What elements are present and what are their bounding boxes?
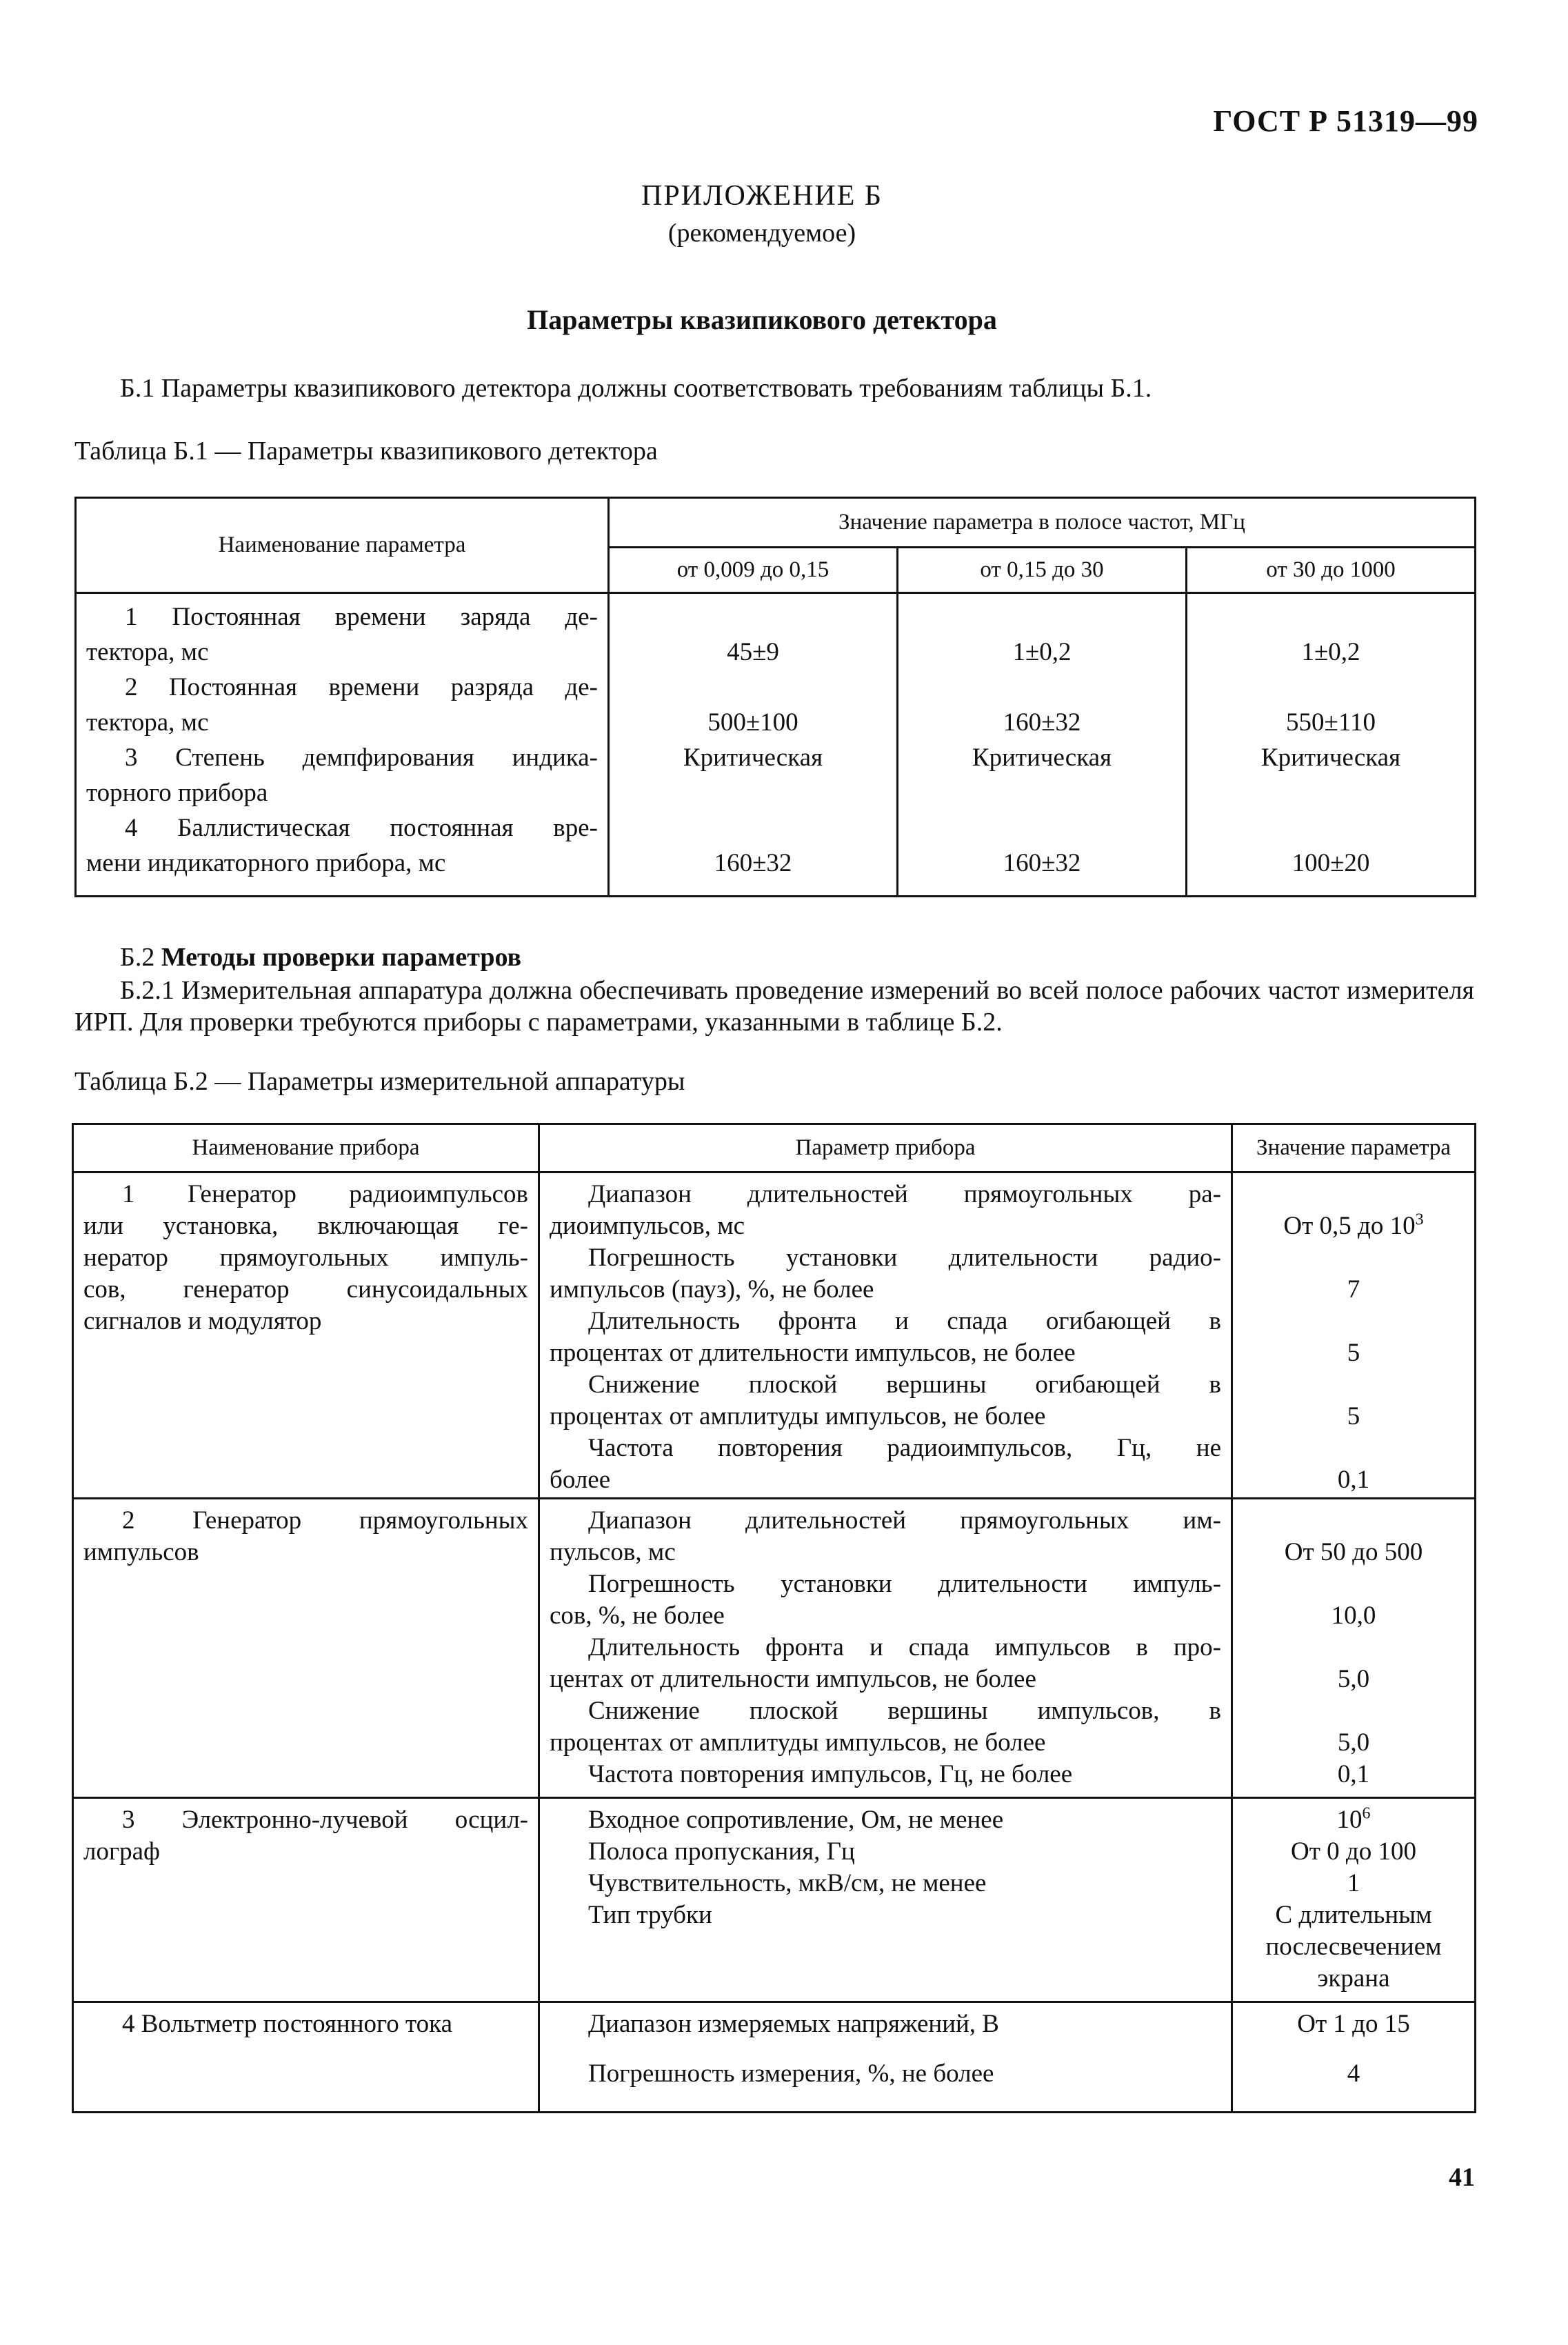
value-line xyxy=(1243,1804,1465,1836)
table1-value: Критическая xyxy=(1260,744,1401,772)
param-line: процентах от длительности импульсов, не более xyxy=(550,1339,1076,1367)
table2-header: Параметр прибора xyxy=(539,1124,1232,1172)
param-line: сов, %, не более xyxy=(550,1601,725,1630)
value-line: 5 xyxy=(1347,1402,1360,1430)
table2-caption: Таблица Б.2 — Параметры измерительной аппаратуры xyxy=(74,1067,685,1096)
table1-value xyxy=(619,670,887,705)
table2-header: Наименование прибора xyxy=(73,1124,539,1172)
table1-value: 1±0,2 xyxy=(1012,638,1072,666)
table1-band-header: от 0,009 до 0,15 xyxy=(609,548,898,593)
value-line: 1 xyxy=(1347,1869,1360,1897)
device-line: сов, генератор синусоидальных xyxy=(83,1275,528,1304)
value-line xyxy=(1243,1210,1465,1242)
param-line: пульсов, мс xyxy=(550,1538,676,1566)
table1-value: 500±100 xyxy=(707,708,798,737)
table1-value xyxy=(1197,599,1465,635)
table1-value xyxy=(908,775,1176,810)
value-text: 10 xyxy=(1336,1806,1363,1834)
table1-value: 550±110 xyxy=(1286,708,1376,737)
table1-param-line: мени индикаторного прибора, мс xyxy=(86,849,446,877)
value-line xyxy=(1243,1369,1465,1401)
param-line: Диапазон длительностей прямоугольных ра- xyxy=(588,1180,1221,1208)
param-cell xyxy=(540,2003,1231,2090)
param-line: Частота повторения радиоимпульсов, Гц, не xyxy=(588,1434,1221,1462)
device-cell xyxy=(74,1799,538,1868)
table1-param-line: торного прибора xyxy=(86,779,268,807)
param-line: Длительность фронта и спада импульсов в про- xyxy=(588,1633,1221,1662)
table1-band-group-header: Значение параметра в полосе частот, МГц xyxy=(609,498,1476,548)
table1-value xyxy=(1197,775,1465,810)
table1-param-line: тектора, мс xyxy=(86,638,209,666)
param-line: Чувствительность, мкВ/см, не менее xyxy=(588,1869,987,1897)
param-line: более xyxy=(550,1466,611,1494)
value-line: экрана xyxy=(1317,1964,1390,1993)
table1-value xyxy=(1197,810,1465,846)
methods-label: Б.2 xyxy=(120,943,155,972)
value-line: 5 xyxy=(1347,1339,1360,1367)
value-line xyxy=(1243,1433,1465,1464)
table1-value xyxy=(619,599,887,635)
param-spacer xyxy=(550,2040,1221,2058)
table-row xyxy=(73,1798,1476,2002)
table1-value xyxy=(908,599,1176,635)
value-cell xyxy=(1233,1173,1474,1496)
param-line: диоимпульсов, мс xyxy=(550,1212,745,1240)
table1-param-line: 4 Баллистическая постоянная вре- xyxy=(125,814,598,842)
value-line xyxy=(1243,1242,1465,1274)
value-cell xyxy=(1233,1799,1474,1995)
device-line: 4 Вольтметр постоянного тока xyxy=(122,2010,453,2038)
device-cell xyxy=(74,2003,538,2040)
value-line: От 0 до 100 xyxy=(1291,1837,1416,1866)
value-line: 0,1 xyxy=(1337,1760,1370,1788)
param-line: импульсов (пауз), %, не более xyxy=(550,1275,874,1304)
device-line: лограф xyxy=(83,1837,161,1866)
device-line: 1 Генератор радиоимпульсов xyxy=(122,1180,528,1208)
param-line: Снижение плоской вершины импульсов, в xyxy=(588,1697,1221,1725)
table1-value: Критическая xyxy=(683,744,823,772)
value-line: 4 xyxy=(1347,2059,1360,2088)
table1-value-cell xyxy=(898,594,1185,881)
document-code: ГОСТ Р 51319—99 xyxy=(1213,104,1478,138)
value-line xyxy=(1243,1632,1465,1664)
device-cell xyxy=(74,1173,538,1337)
page-number: 41 xyxy=(1449,2163,1475,2192)
table1-value: 160±32 xyxy=(714,849,792,877)
param-cell xyxy=(540,1173,1231,1496)
device-line: сигналов и модулятор xyxy=(83,1307,322,1335)
value-line: 7 xyxy=(1347,1275,1360,1304)
param-line: Полоса пропускания, Гц xyxy=(588,1837,855,1866)
param-cell xyxy=(540,1799,1231,1931)
table1-value: 45±9 xyxy=(727,638,779,666)
param-line: Входное сопротивление, Ом, не менее xyxy=(588,1806,1004,1834)
value-cell xyxy=(1233,2003,1474,2090)
table1-param-cell xyxy=(77,594,607,881)
value-line xyxy=(1243,1695,1465,1727)
table-b1 xyxy=(74,497,1476,897)
table-row xyxy=(73,2002,1476,2113)
table1-param-line: 2 Постоянная времени разряда де- xyxy=(125,673,598,701)
value-line xyxy=(1243,1505,1465,1537)
table1-value: 160±32 xyxy=(1003,708,1081,737)
table1-band-header: от 0,15 до 30 xyxy=(898,548,1187,593)
device-line: импульсов xyxy=(83,1538,199,1566)
value-line xyxy=(1243,1306,1465,1337)
param-line: Погрешность измерения, %, не более xyxy=(588,2059,994,2088)
table-row xyxy=(73,1172,1476,1499)
value-line: От 50 до 500 xyxy=(1284,1538,1423,1566)
table1-value xyxy=(908,810,1176,846)
table-b2 xyxy=(72,1123,1476,2113)
value-line: 5,0 xyxy=(1337,1665,1370,1693)
value-cell xyxy=(1233,1499,1474,1790)
value-line: 0,1 xyxy=(1337,1466,1370,1494)
table1-value xyxy=(908,670,1176,705)
methods-heading xyxy=(74,941,1474,973)
value-line xyxy=(1243,1179,1465,1210)
table1-value: 100±20 xyxy=(1291,849,1370,877)
value-line: 10,0 xyxy=(1331,1601,1376,1630)
param-line: центах от длительности импульсов, не более xyxy=(550,1665,1036,1693)
table1-value: 160±32 xyxy=(1003,849,1081,877)
section-heading: Параметры квазипикового детектора xyxy=(527,304,997,335)
value-line: послесвечением xyxy=(1265,1933,1442,1961)
table1-param-line: тектора, мс xyxy=(86,708,209,737)
intro-paragraph: Б.1 Параметры квазипикового детектора должны соответствовать требованиям таблицы Б.1. xyxy=(120,374,1152,403)
device-line: 2 Генератор прямоугольных xyxy=(122,1506,528,1535)
param-line: Погрешность установки длительности импуль- xyxy=(588,1570,1221,1598)
device-cell xyxy=(74,1499,538,1568)
device-line: или установка, включающая ге- xyxy=(83,1212,528,1240)
param-line: Частота повторения импульсов, Гц, не более xyxy=(588,1760,1073,1788)
value-line: 5,0 xyxy=(1337,1728,1370,1757)
appendix-subtitle: (рекомендуемое) xyxy=(667,219,856,248)
value-exponent: 3 xyxy=(1415,1210,1424,1229)
table1-caption: Таблица Б.1 — Параметры квазипикового детектора xyxy=(74,437,658,466)
param-line: Длительность фронта и спада огибающей в xyxy=(588,1307,1221,1335)
table1-value xyxy=(619,775,887,810)
value-line: От 1 до 15 xyxy=(1297,2010,1410,2038)
table1-value-cell xyxy=(1187,594,1474,881)
value-text: От 0,5 до 10 xyxy=(1283,1212,1416,1240)
value-line: С длительным xyxy=(1275,1901,1432,1929)
value-spacer xyxy=(1243,2040,1465,2058)
methods-title: Методы проверки параметров xyxy=(161,943,522,972)
table1-param-line: 3 Степень демпфирования индика- xyxy=(125,744,598,772)
methods-paragraph: Б.2.1 Измерительная аппаратура должна обеспечивать проведение измерений во всей полосе рабочих частот измерителя ИРП. Для проверки требуются приборы с параметрами, указанными в таблице Б.2. xyxy=(74,976,1474,1037)
device-line: 3 Электронно-лучевой осцил- xyxy=(122,1806,528,1834)
param-line: процентах от амплитуды импульсов, не более xyxy=(550,1728,1046,1757)
device-line: нератор прямоугольных импуль- xyxy=(83,1244,528,1272)
param-cell xyxy=(540,1499,1231,1790)
table1-value-cell xyxy=(610,594,896,881)
param-line: Диапазон измеряемых напряжений, В xyxy=(588,2010,999,2038)
param-line: Диапазон длительностей прямоугольных им- xyxy=(588,1506,1221,1535)
table1-value xyxy=(619,810,887,846)
value-line xyxy=(1243,1568,1465,1600)
table1-band-header: от 30 до 1000 xyxy=(1187,548,1476,593)
param-line: процентах от амплитуды импульсов, не более xyxy=(550,1402,1046,1430)
table-row xyxy=(73,1499,1476,1798)
table2-header: Значение параметра xyxy=(1232,1124,1476,1172)
table1-value: Критическая xyxy=(972,744,1112,772)
table1-param-line: 1 Постоянная времени заряда де- xyxy=(125,603,598,631)
appendix-title: ПРИЛОЖЕНИЕ Б xyxy=(641,180,883,212)
table1-value xyxy=(1197,670,1465,705)
param-line: Снижение плоской вершины огибающей в xyxy=(588,1370,1221,1399)
table1-value: 1±0,2 xyxy=(1301,638,1360,666)
param-line: Погрешность установки длительности радио- xyxy=(588,1244,1221,1272)
value-exponent: 6 xyxy=(1362,1804,1371,1823)
param-line: Тип трубки xyxy=(588,1901,712,1929)
table1-param-header: Наименование параметра xyxy=(76,498,609,593)
